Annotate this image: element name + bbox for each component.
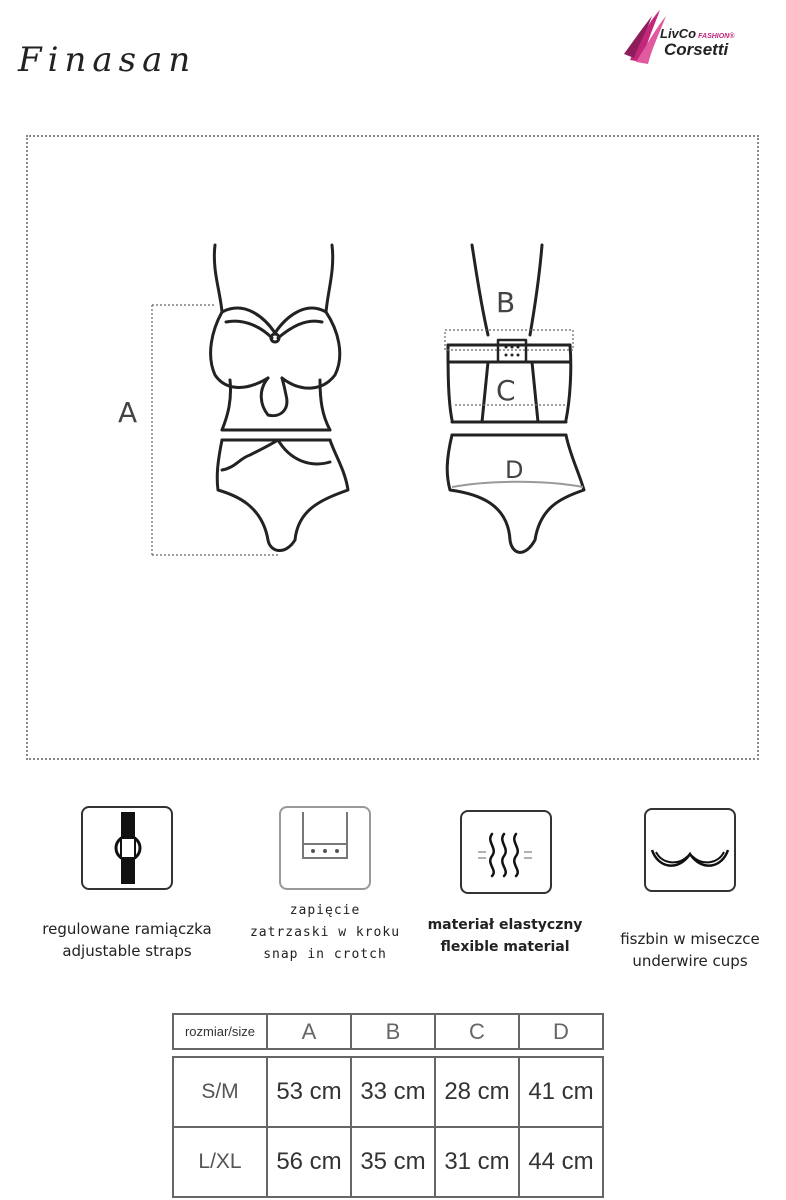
header-c: C — [435, 1014, 519, 1049]
header-a: A — [267, 1014, 351, 1049]
measure-label-b: B — [496, 286, 516, 319]
back-view-drawing — [447, 245, 584, 552]
adjustable-strap-icon — [81, 806, 173, 890]
snap-crotch-icon — [279, 806, 371, 890]
cell-c: 28 cm — [435, 1057, 519, 1127]
feature-label-adjustable-straps: regulowane ramiączka adjustable straps — [42, 920, 212, 960]
measure-label-d: D — [505, 456, 524, 484]
cell-b: 33 cm — [351, 1057, 435, 1127]
size-table-header — [173, 1014, 603, 1049]
table-row — [173, 1127, 603, 1197]
cell-c: 31 cm — [435, 1127, 519, 1197]
cell-d: 44 cm — [519, 1127, 603, 1197]
table-gap — [173, 1049, 603, 1057]
brand-line2: Corsetti — [664, 40, 729, 59]
header-size: rozmiar/size — [173, 1014, 267, 1049]
cell-a: 53 cm — [267, 1057, 351, 1127]
product-title: Finasan — [18, 40, 197, 80]
front-view-drawing — [211, 245, 348, 551]
header-b: B — [351, 1014, 435, 1049]
cell-b: 35 cm — [351, 1127, 435, 1197]
table-row — [173, 1057, 603, 1127]
underwire-cups-icon — [644, 808, 736, 892]
header-d: D — [519, 1014, 603, 1049]
measure-label-c: C — [496, 374, 516, 407]
feature-label-elastic-material: materiał elastyczny flexible material — [427, 917, 583, 955]
cell-d: 41 cm — [519, 1057, 603, 1127]
brand-line1: LivCo FASHION® — [660, 26, 735, 41]
size-table — [172, 1013, 604, 1198]
feature-label-snap-crotch: zapięcie zatrzaski w kroku snap in crotch — [249, 903, 401, 962]
cell-a: 56 cm — [267, 1127, 351, 1197]
row-size: S/M — [173, 1057, 267, 1127]
row-size: L/XL — [173, 1127, 267, 1197]
measure-label-a: A — [118, 396, 138, 429]
feature-label-underwire-cups: fiszbin w miseczce underwire cups — [620, 930, 760, 970]
elastic-material-icon — [460, 810, 552, 894]
